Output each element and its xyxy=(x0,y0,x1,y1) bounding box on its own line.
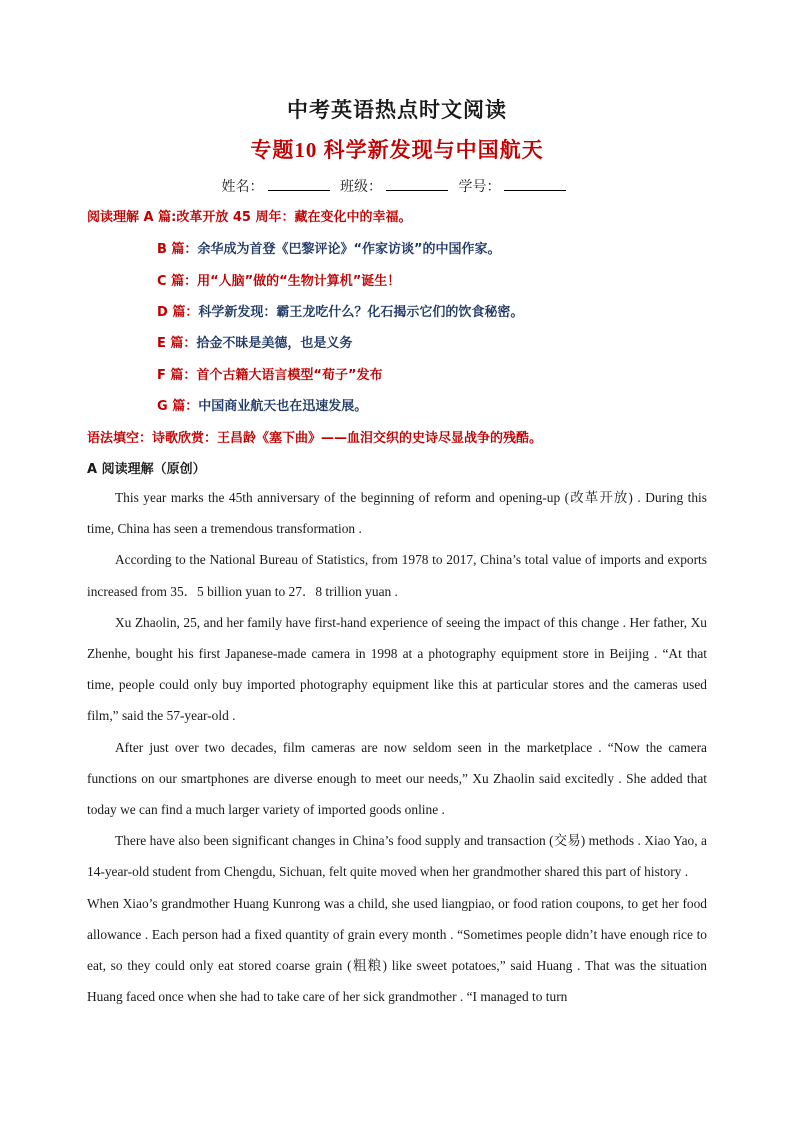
article-paragraph: This year marks the 45th anniversary of the beginning of reform and opening-up (改革开放) . During this time, China has seen a tremendous transformation . xyxy=(87,490,707,537)
toc-text-e: 拾金不昧是美德，也是义务 xyxy=(196,336,353,351)
toc-label-f: F 篇： xyxy=(157,368,197,383)
id-blank xyxy=(504,178,566,191)
section-heading-a: A 阅读理解（原创） xyxy=(87,462,206,477)
toc-item-f xyxy=(157,364,794,383)
article-paragraph: After just over two decades, film cameras are now seldom seen in the marketplace . “Now the camera functions on our smartphones are diverse enough to meet our needs,” Xu Zhaolin said excitedly . She added that today we can find a much larger variety of imported goods online . xyxy=(87,739,707,818)
toc-text-g: 中国商业航天也在迅速发展。 xyxy=(198,399,368,414)
toc-item-d xyxy=(157,301,794,320)
toc-item-c xyxy=(157,270,794,289)
class-label: 班级： xyxy=(340,179,382,195)
page-title: 中考英语热点时文阅读 xyxy=(287,98,507,122)
toc-label-c: C 篇： xyxy=(157,274,198,289)
toc-item-g xyxy=(157,395,794,414)
toc-label-d: D 篇： xyxy=(157,305,199,320)
toc-text-a: 改革开放 45 周年：藏在变化中的幸福。 xyxy=(176,210,412,225)
toc-label-g: G 篇： xyxy=(157,399,199,414)
toc-text-d: 科学新发现：霸王龙吃什么？化石揭示它们的饮食秘密。 xyxy=(198,305,524,320)
class-blank xyxy=(386,178,448,191)
article-paragraph: When Xiao’s grandmother Huang Kunrong was a child, she used liangpiao, or food ration coupons, to get her food allowance . Each person had a fixed quantity of grain every month . “Sometimes people didn’t have enough rice to eat, so they could only eat stored coarse grain (粗粮) like sweet potatoes,” said Huang . That was the situation Huang faced once when she had to take care of her sick grandmother . “I managed to turn xyxy=(87,895,707,1005)
toc-item-b xyxy=(157,238,794,257)
toc-item-e xyxy=(157,332,794,351)
article-paragraph: There have also been significant changes in China’s food supply and transaction (交易) methods . Xiao Yao, a 14-year-old student from Chengdu, Sichuan, felt quite moved when her grandmother shared this part of history . xyxy=(87,833,707,880)
toc-text-grammar: 诗歌欣赏：王昌龄《塞下曲》——血泪交织的史诗尽显战争的残酷。 xyxy=(152,431,543,446)
toc-label-b: B 篇： xyxy=(157,242,198,257)
toc-text-c: 用“人脑”做的“生物计算机”诞生！ xyxy=(197,274,401,289)
toc-item-a xyxy=(87,206,727,225)
id-label: 学号： xyxy=(458,179,501,195)
toc-label-a: 阅读理解 A 篇: xyxy=(87,210,177,225)
toc-label-e: E 篇： xyxy=(157,336,197,351)
article-paragraph: According to the National Bureau of Statistics, from 1978 to 2017, China’s total value of imports and exports increased from 35．5 billion yuan to 27．8 trillion yuan . xyxy=(87,552,707,599)
student-info-line xyxy=(0,176,794,196)
article-body xyxy=(87,482,707,1012)
page-subtitle: 专题10 科学新发现与中国航天 xyxy=(250,138,544,162)
name-label: 姓名： xyxy=(221,179,264,195)
article-paragraph: Xu Zhaolin, 25, and her family have first-hand experience of seeing the impact of this change . Her father, Xu Zhenhe, bought his first Japanese-made camera in 1998 at a photography equipment store in Beijing . “At that time, people could only buy imported photography equipment like this at particular stores and the cameras used film,” said the 57-year-old . xyxy=(87,614,707,724)
toc-item-grammar xyxy=(87,427,727,446)
name-blank xyxy=(268,178,330,191)
toc-text-b: 余华成为首登《巴黎评论》“作家访谈”的中国作家。 xyxy=(197,242,501,257)
toc-text-f: 首个古籍大语言模型“荀子”发布 xyxy=(196,368,383,383)
toc-label-grammar: 语法填空： xyxy=(87,431,153,446)
